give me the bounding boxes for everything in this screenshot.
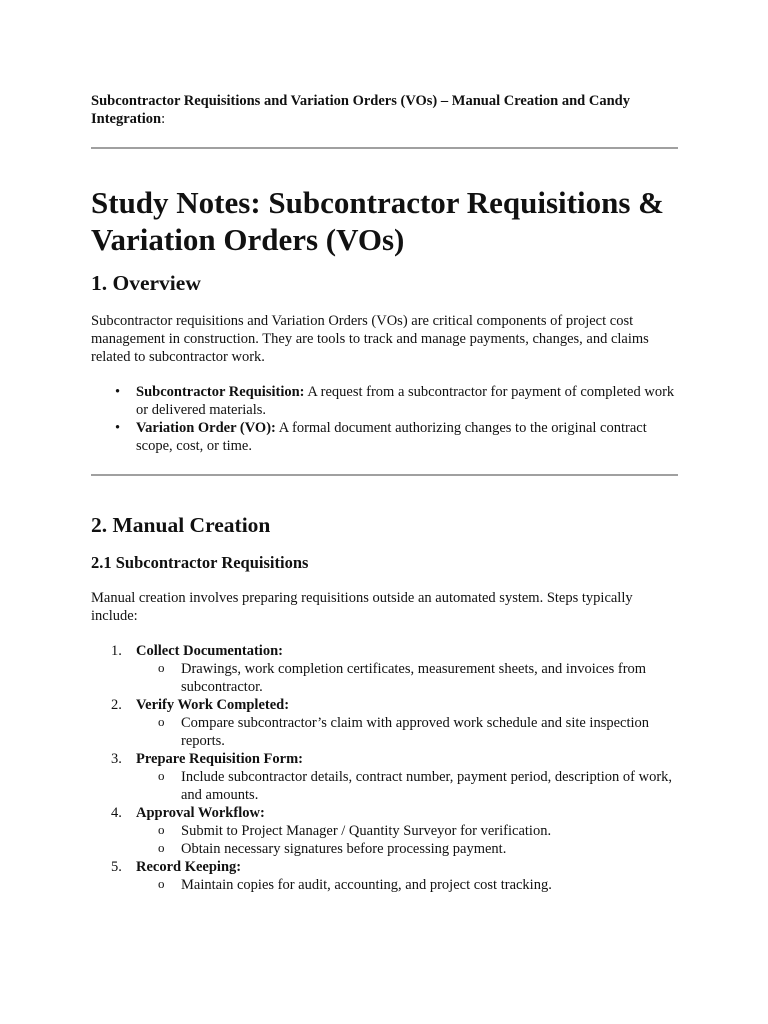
sub-item-text: Drawings, work completion certificates, measurement sheets, and invoices from subcontractor. [181,661,647,695]
bullet-icon: • [115,420,121,436]
intro-bold: Subcontractor Requisitions and Variation Orders (VOs) – Manual Creation and Candy Integration [91,93,630,127]
bullet-text: A request from a subcontractor for payment of completed work or delivered materials. [136,384,675,418]
divider-top [91,147,678,149]
list-item [136,822,678,840]
circle-bullet-icon: o [158,660,165,675]
bullet-icon: • [115,384,121,400]
overview-paragraph: Subcontractor requisitions and Variation Orders (VOs) are critical components of project cost management in construction. They are tools to track and manage payments, changes, and claims related to subcontractor work. [91,313,649,365]
sub-list [136,768,678,804]
list-item [136,840,678,858]
section-heading-overview: 1. Overview [91,271,201,295]
subsection-heading-requisitions: 2.1 Subcontractor Requisitions [91,553,309,572]
intro-line [91,92,678,128]
document-content [91,92,678,894]
list-item [136,768,678,804]
list-item [136,660,678,696]
section-heading-manual-creation: 2. Manual Creation [91,513,271,537]
list-item [91,804,678,858]
sub-item-text: Include subcontractor details, contract number, payment period, description of work, and amounts. [181,769,673,803]
intro-colon: : [161,111,166,127]
step-title: Approval Workflow: [136,805,265,821]
bullet-term: Variation Order (VO): [136,420,276,436]
list-item [91,642,678,696]
circle-bullet-icon: o [158,876,165,891]
step-number: 5. [111,859,122,875]
list-item [91,858,678,894]
bullet-term: Subcontractor Requisition: [136,384,305,400]
circle-bullet-icon: o [158,714,165,729]
sub-item-text: Maintain copies for audit, accounting, and project cost tracking. [181,877,552,893]
list-item [136,876,678,894]
list-item [91,419,678,455]
sub-list [136,660,678,696]
divider-middle [91,474,678,476]
step-title: Prepare Requisition Form: [136,751,303,767]
sub-list [136,876,678,894]
circle-bullet-icon: o [158,840,165,855]
list-item [91,750,678,804]
sub-item-text: Obtain necessary signatures before processing payment. [181,841,507,857]
step-title: Record Keeping: [136,859,242,875]
step-number: 2. [111,697,122,713]
step-number: 4. [111,805,122,821]
manual-steps-list [91,642,678,894]
list-item [91,696,678,750]
list-item [136,714,678,750]
step-number: 3. [111,751,122,767]
circle-bullet-icon: o [158,768,165,783]
sub-item-text: Submit to Project Manager / Quantity Surveyor for verification. [181,823,552,839]
step-title: Collect Documentation: [136,643,283,659]
page-title: Study Notes: Subcontractor Requisitions & Variation Orders (VOs) [91,185,664,257]
step-title: Verify Work Completed: [136,697,290,713]
step-number: 1. [111,643,122,659]
bullet-text: A formal document authorizing changes to the original contract scope, cost, or time. [136,420,647,454]
sub-list [136,714,678,750]
list-item [91,383,678,419]
manual-paragraph: Manual creation involves preparing requisitions outside an automated system. Steps typically include: [91,590,633,624]
sub-list [136,822,678,858]
sub-item-text: Compare subcontractor’s claim with approved work schedule and site inspection reports. [181,715,650,749]
overview-bullet-list [91,383,678,455]
circle-bullet-icon: o [158,822,165,837]
